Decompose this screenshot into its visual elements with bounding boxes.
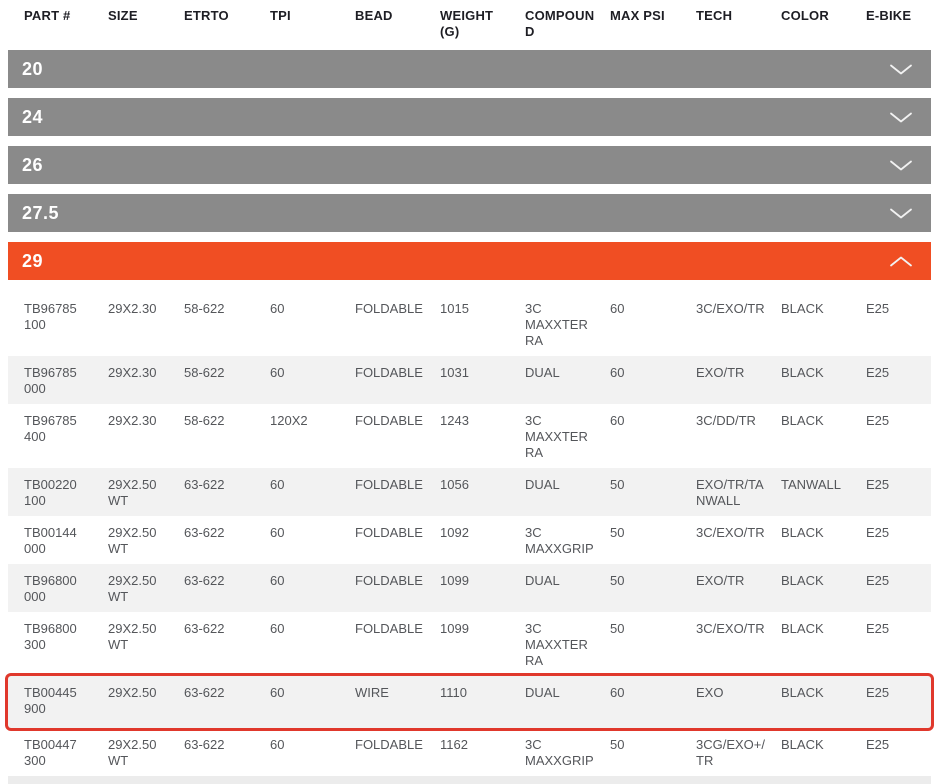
cell-size: 29X2.30	[108, 413, 157, 428]
cell-tpi: 60	[270, 737, 285, 752]
cell-ebike: E25	[866, 413, 890, 428]
cell-ebike: E25	[866, 477, 890, 492]
size-group-rows	[8, 292, 931, 776]
table-row-highlighted	[8, 676, 931, 728]
chevron-down-icon	[889, 63, 913, 76]
size-group-20[interactable]	[8, 50, 931, 88]
cell-bead: FOLDABLE	[355, 737, 423, 752]
cell-max-psi: 60	[610, 365, 625, 380]
cell-tpi: 60	[270, 685, 285, 700]
cell-compound: 3C MAXXTERRA	[525, 413, 588, 460]
size-group-29[interactable]	[8, 242, 931, 280]
column-header: SIZE	[108, 8, 138, 23]
cell-tech: 3C/EXO/TR	[696, 621, 765, 636]
cell-color: BLACK	[781, 685, 824, 700]
cell-max-psi: 60	[610, 685, 625, 700]
cell-tech: EXO/TR	[696, 365, 745, 380]
cell-ebike: E25	[866, 737, 890, 752]
cell-etrto: 58-622	[184, 301, 225, 316]
cell-part-number: TB00445 900	[24, 685, 77, 716]
cell-bead: FOLDABLE	[355, 525, 423, 540]
cell-tpi: 60	[270, 621, 285, 636]
cell-weight: 1092	[440, 525, 469, 540]
cell-compound: 3C MAXXTERRA	[525, 301, 588, 348]
size-group-24[interactable]	[8, 98, 931, 136]
cell-size: 29X2.50 WT	[108, 477, 157, 508]
cell-bead: FOLDABLE	[355, 365, 423, 380]
cell-tpi: 60	[270, 573, 285, 588]
cell-bead: FOLDABLE	[355, 413, 423, 428]
cell-tech: 3C/EXO/TR	[696, 301, 765, 316]
cell-tpi: 60	[270, 365, 285, 380]
cell-compound: 3C MAXXTERRA	[525, 621, 588, 668]
cell-weight: 1056	[440, 477, 469, 492]
cell-compound: DUAL	[525, 573, 560, 588]
cell-bead: FOLDABLE	[355, 573, 423, 588]
cell-part-number: TB00220 100	[24, 477, 77, 508]
table-row	[8, 404, 931, 468]
chevron-down-icon	[889, 159, 913, 172]
cell-tech: EXO/TR	[696, 573, 745, 588]
cell-etrto: 63-622	[184, 737, 225, 752]
cell-ebike: E25	[866, 685, 890, 700]
cell-size: 29X2.50 WT	[108, 621, 157, 652]
column-header: MAX PSI	[610, 8, 665, 23]
column-header: PART #	[24, 8, 71, 23]
cell-ebike: E25	[866, 525, 890, 540]
cell-max-psi: 50	[610, 477, 625, 492]
cell-part-number: TB00144 000	[24, 525, 77, 556]
cell-compound: DUAL	[525, 365, 560, 380]
column-header: TPI	[270, 8, 291, 23]
cell-weight: 1015	[440, 301, 469, 316]
cell-etrto: 63-622	[184, 573, 225, 588]
column-header: ETRTO	[184, 8, 229, 23]
cell-max-psi: 60	[610, 301, 625, 316]
cell-size: 29X2.50 WT	[108, 573, 157, 604]
cell-color: TANWALL	[781, 477, 841, 492]
size-group-label: 24	[22, 106, 44, 127]
table-row	[8, 516, 931, 564]
cell-compound: DUAL	[525, 477, 560, 492]
column-header: E-BIKE	[866, 8, 912, 23]
size-group-label: 27.5	[22, 202, 60, 223]
cell-size: 29X2.30	[108, 365, 157, 380]
cell-tech: EXO/TR/TANWALL	[696, 477, 764, 508]
size-group-26[interactable]	[8, 146, 931, 184]
cell-part-number: TB96785 100	[24, 301, 77, 332]
size-group-27-5[interactable]	[8, 194, 931, 232]
cell-size: 29X2.50	[108, 685, 157, 700]
chevron-up-icon	[889, 255, 913, 268]
cell-etrto: 63-622	[184, 525, 225, 540]
cell-etrto: 63-622	[184, 621, 225, 636]
cell-tech: 3C/EXO/TR	[696, 525, 765, 540]
cell-color: BLACK	[781, 621, 824, 636]
chevron-down-icon	[889, 111, 913, 124]
cell-color: BLACK	[781, 737, 824, 752]
cell-bead: FOLDABLE	[355, 301, 423, 316]
cell-max-psi: 50	[610, 525, 625, 540]
table-row	[8, 468, 931, 516]
cell-color: BLACK	[781, 525, 824, 540]
column-header: BEAD	[355, 8, 393, 23]
cell-color: BLACK	[781, 301, 824, 316]
table-row	[8, 292, 931, 356]
cell-tpi: 60	[270, 477, 285, 492]
cell-ebike: E25	[866, 365, 890, 380]
cell-etrto: 58-622	[184, 365, 225, 380]
cell-max-psi: 50	[610, 621, 625, 636]
cell-bead: FOLDABLE	[355, 477, 423, 492]
cell-weight: 1110	[440, 685, 467, 700]
cell-tech: 3CG/EXO+/TR	[696, 737, 765, 768]
cell-ebike: E25	[866, 621, 890, 636]
cell-etrto: 58-622	[184, 413, 225, 428]
cell-weight: 1031	[440, 365, 469, 380]
chevron-down-icon	[889, 207, 913, 220]
cell-max-psi: 50	[610, 573, 625, 588]
cell-color: BLACK	[781, 413, 824, 428]
table-row	[8, 728, 931, 776]
cell-etrto: 63-622	[184, 477, 225, 492]
cell-weight: 1099	[440, 573, 469, 588]
column-header: COLOR	[781, 8, 829, 23]
cell-part-number: TB00447 300	[24, 737, 77, 768]
column-header: TECH	[696, 8, 733, 23]
cell-color: BLACK	[781, 573, 824, 588]
cell-tpi: 120X2	[270, 413, 308, 428]
cell-part-number: TB96800 000	[24, 573, 77, 604]
cell-tech: EXO	[696, 685, 724, 700]
cell-ebike: E25	[866, 301, 890, 316]
cell-compound: 3C MAXXGRIP	[525, 737, 594, 768]
table-row	[8, 612, 931, 676]
cell-compound: DUAL	[525, 685, 560, 700]
cell-part-number: TB96785 400	[24, 413, 77, 444]
cell-compound: 3C MAXXGRIP	[525, 525, 594, 556]
cell-etrto: 63-622	[184, 685, 225, 700]
cell-max-psi: 60	[610, 413, 625, 428]
cell-size: 29X2.50 WT	[108, 525, 157, 556]
cell-size: 29X2.50 WT	[108, 737, 157, 768]
table-header-row	[8, 0, 931, 50]
size-group-label: 29	[22, 250, 44, 271]
cell-ebike: E25	[866, 573, 890, 588]
cell-size: 29X2.30	[108, 301, 157, 316]
size-group-accordion	[8, 50, 931, 776]
cell-weight: 1099	[440, 621, 469, 636]
column-header: COMPOUND	[525, 8, 595, 39]
size-group-label: 26	[22, 154, 44, 175]
cell-weight: 1162	[440, 737, 468, 752]
column-header: WEIGHT (G)	[440, 8, 494, 39]
cell-max-psi: 50	[610, 737, 625, 752]
cell-color: BLACK	[781, 365, 824, 380]
cell-tpi: 60	[270, 525, 285, 540]
table-row	[8, 564, 931, 612]
cell-bead: FOLDABLE	[355, 621, 423, 636]
spec-table	[8, 0, 931, 784]
next-row-partial	[8, 776, 931, 784]
table-row	[8, 356, 931, 404]
cell-bead: WIRE	[355, 685, 389, 700]
cell-tech: 3C/DD/TR	[696, 413, 756, 428]
size-group-label: 20	[22, 58, 44, 79]
cell-weight: 1243	[440, 413, 469, 428]
cell-tpi: 60	[270, 301, 285, 316]
cell-part-number: TB96785 000	[24, 365, 77, 396]
cell-part-number: TB96800 300	[24, 621, 77, 652]
